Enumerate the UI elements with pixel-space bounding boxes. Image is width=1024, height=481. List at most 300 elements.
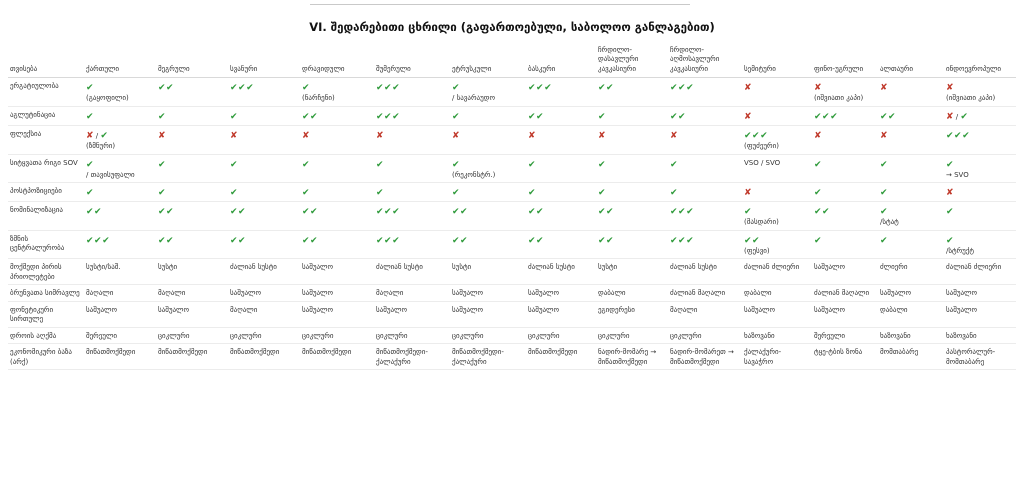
table-cell xyxy=(84,344,156,370)
check-icon: ✔ xyxy=(670,207,679,218)
cell-text: საშუალო xyxy=(946,305,978,314)
table-cell xyxy=(944,285,1016,301)
cell-mark xyxy=(880,159,942,171)
check-icon: ✔ xyxy=(880,235,889,246)
check-icon: ✔ xyxy=(744,235,753,246)
check-icon: ✔ xyxy=(452,235,461,246)
column-header: ჩრდილო-დასავლური კავკასიური xyxy=(596,44,668,78)
table-cell xyxy=(878,230,944,259)
check-icon: ✔ xyxy=(452,111,461,122)
cell-mark xyxy=(302,82,372,94)
cell-mark xyxy=(744,206,810,218)
cell-text: /სტატ xyxy=(880,218,899,227)
table-cell xyxy=(374,230,450,259)
table-cell xyxy=(156,285,228,301)
check-icon: ✔ xyxy=(302,207,311,218)
cell-mark xyxy=(452,187,524,199)
cell-text: (ზმნური) xyxy=(86,142,116,151)
table-cell xyxy=(878,259,944,285)
cell-mark xyxy=(744,235,810,247)
cell-mark xyxy=(670,82,740,94)
cell-mark xyxy=(670,111,740,123)
check-icon: ✔ xyxy=(536,235,545,246)
check-icon: ✔ xyxy=(598,159,607,170)
cell-mark xyxy=(158,111,226,123)
check-icon: ✔ xyxy=(166,235,175,246)
cell-text: საშუალო xyxy=(880,289,912,298)
column-header: ჩრდილო-აღმოსავლური კავკასიური xyxy=(668,44,742,78)
check-icon: ✔ xyxy=(670,83,679,94)
cell-text: საშუალო xyxy=(946,289,978,298)
cell-text: ძალიან ძლიერი xyxy=(744,263,800,272)
cross-icon: ✘ xyxy=(158,131,166,142)
check-icon: ✔ xyxy=(302,188,311,199)
check-icon: ✔ xyxy=(670,235,679,246)
cell-mark xyxy=(230,159,298,171)
table-cell xyxy=(450,259,526,285)
cell-mark xyxy=(302,235,372,247)
table-cell xyxy=(944,344,1016,370)
check-icon: ✔ xyxy=(822,111,831,122)
column-header: ალთაური xyxy=(878,44,944,78)
cell-mark xyxy=(880,130,942,142)
table-cell xyxy=(156,78,228,107)
cell-text: დაბალი xyxy=(880,305,908,314)
cross-icon: ✘ xyxy=(814,83,822,94)
table-cell xyxy=(374,327,450,343)
check-icon: ✔ xyxy=(230,83,239,94)
check-icon: ✔ xyxy=(230,188,239,199)
cell-mark xyxy=(302,187,372,199)
table-cell xyxy=(596,202,668,231)
cell-text: ტყე-ტბის ზონა xyxy=(814,348,863,357)
check-icon: ✔ xyxy=(86,111,95,122)
cross-icon: ✘ xyxy=(452,131,460,142)
cell-mark xyxy=(86,206,154,218)
table-cell xyxy=(228,154,300,183)
table-cell xyxy=(596,327,668,343)
table-cell xyxy=(300,327,374,343)
cell-text: მაღალი xyxy=(376,289,404,298)
table-cell xyxy=(156,126,228,155)
check-icon: ✔ xyxy=(392,207,401,218)
column-header: თვისება xyxy=(8,44,84,78)
cell-mark xyxy=(880,235,942,247)
check-icon: ✔ xyxy=(814,207,823,218)
cell-mark xyxy=(744,111,810,123)
cell-text: (ფესვი) xyxy=(744,247,770,256)
table-cell xyxy=(526,301,596,327)
check-icon: ✔ xyxy=(310,111,319,122)
table-row xyxy=(8,183,1016,202)
cell-text: (მასდარი) xyxy=(744,218,779,227)
table-cell xyxy=(450,202,526,231)
check-icon: ✔ xyxy=(536,207,545,218)
cell-text: დაბალი xyxy=(598,289,626,298)
check-icon: ✔ xyxy=(230,111,239,122)
table-cell xyxy=(228,126,300,155)
cell-text: მიწათმოქმედი xyxy=(86,348,136,357)
cell-text: → SVO xyxy=(946,170,969,179)
check-icon: ✔ xyxy=(544,83,553,94)
table-body xyxy=(8,78,1016,370)
table-cell xyxy=(156,259,228,285)
check-icon: ✔ xyxy=(686,83,695,94)
cell-mark xyxy=(158,206,226,218)
table-cell xyxy=(84,259,156,285)
table-cell xyxy=(300,230,374,259)
table-cell xyxy=(668,327,742,343)
check-icon: ✔ xyxy=(384,83,393,94)
cell-mark xyxy=(452,111,524,123)
table-cell xyxy=(228,230,300,259)
table-cell xyxy=(944,183,1016,202)
cross-icon: ✘ xyxy=(376,131,384,142)
table-cell xyxy=(944,126,1016,155)
table-cell xyxy=(742,202,812,231)
table-cell xyxy=(878,126,944,155)
check-icon: ✔ xyxy=(158,159,167,170)
check-icon: ✔ xyxy=(822,207,831,218)
table-cell xyxy=(944,301,1016,327)
cell-text: ძალიან ძლიერი xyxy=(946,263,1002,272)
cell-text: საშუალო xyxy=(452,289,484,298)
table-row xyxy=(8,327,1016,343)
table-cell xyxy=(228,106,300,125)
check-icon: ✔ xyxy=(880,111,889,122)
table-row xyxy=(8,154,1016,183)
check-icon: ✔ xyxy=(166,83,175,94)
table-cell xyxy=(526,285,596,301)
check-icon: ✔ xyxy=(376,235,385,246)
cell-mark xyxy=(598,159,666,171)
cross-icon: ✘ xyxy=(814,131,822,142)
cell-mark xyxy=(880,111,942,123)
cell-text: / თავისუფალი xyxy=(86,170,135,179)
table-cell xyxy=(812,344,878,370)
row-label: პოსტპოზიციები xyxy=(8,183,84,202)
cell-mark xyxy=(946,111,1014,123)
table-row xyxy=(8,230,1016,259)
check-icon: ✔ xyxy=(830,111,839,122)
cell-text: საშუალო xyxy=(230,289,262,298)
column-header: ბასკური xyxy=(526,44,596,78)
check-icon: ✔ xyxy=(606,235,615,246)
cell-text: პასტორალურ-მომთაბარე xyxy=(946,348,996,366)
table-cell xyxy=(668,259,742,285)
cell-text: ძალიან სუსტი xyxy=(670,263,717,272)
cell-text: საშუალო xyxy=(452,305,484,314)
table-cell xyxy=(228,344,300,370)
check-icon: ✔ xyxy=(102,235,111,246)
cell-text: სუსტი xyxy=(598,263,618,272)
cell-mark xyxy=(86,130,154,142)
check-icon: ✔ xyxy=(814,159,823,170)
table-cell xyxy=(526,202,596,231)
check-icon: ✔ xyxy=(376,207,385,218)
table-cell xyxy=(812,327,878,343)
check-icon: ✔ xyxy=(302,111,311,122)
check-icon: ✔ xyxy=(460,235,469,246)
check-icon: ✔ xyxy=(310,207,319,218)
check-icon: ✔ xyxy=(744,131,753,142)
table-cell xyxy=(450,344,526,370)
header-row xyxy=(8,44,1016,78)
cell-text: სუსტი/საშ. xyxy=(86,263,121,272)
table-cell xyxy=(742,344,812,370)
check-icon: ✔ xyxy=(528,207,537,218)
row-label: ზმნის ცენტრალურობა xyxy=(8,230,84,259)
cross-icon: ✘ xyxy=(946,83,954,94)
cell-mark xyxy=(946,235,1014,247)
table-cell xyxy=(742,327,812,343)
table-cell xyxy=(596,301,668,327)
cell-text: ციკლური xyxy=(598,331,630,340)
table-cell xyxy=(668,301,742,327)
table-cell xyxy=(668,78,742,107)
cell-mark xyxy=(670,206,740,218)
check-icon: ✔ xyxy=(960,111,969,122)
table-cell xyxy=(84,285,156,301)
check-icon: ✔ xyxy=(376,188,385,199)
table-cell xyxy=(450,301,526,327)
cell-text: დაბალი xyxy=(744,289,772,298)
cell-text: ქალაქური-სავაჭრო xyxy=(744,348,782,366)
cell-text: მიწათმოქმედი xyxy=(230,348,280,357)
check-icon: ✔ xyxy=(238,207,247,218)
cell-text: ნადირ-მომარე → მიწათმოქმედი xyxy=(598,348,657,366)
cross-icon: ✘ xyxy=(744,83,752,94)
check-icon: ✔ xyxy=(888,111,897,122)
check-icon: ✔ xyxy=(166,207,175,218)
check-icon: ✔ xyxy=(880,207,889,218)
table-cell xyxy=(526,230,596,259)
cell-mark xyxy=(598,235,666,247)
cell-mark xyxy=(302,206,372,218)
cell-mark xyxy=(670,235,740,247)
table-cell xyxy=(812,259,878,285)
cross-icon: ✘ xyxy=(946,188,954,199)
cell-mark xyxy=(376,82,448,94)
column-header: შუმერული xyxy=(374,44,450,78)
comparison-table xyxy=(8,44,1016,370)
cell-mark xyxy=(744,187,810,199)
table-cell xyxy=(596,78,668,107)
check-icon: ✔ xyxy=(384,235,393,246)
table-cell xyxy=(742,154,812,183)
check-icon: ✔ xyxy=(678,207,687,218)
check-icon: ✔ xyxy=(230,235,239,246)
table-cell xyxy=(596,259,668,285)
table-row xyxy=(8,301,1016,327)
table-cell xyxy=(812,230,878,259)
table-cell xyxy=(526,344,596,370)
table-cell xyxy=(596,183,668,202)
check-icon: ✔ xyxy=(946,235,955,246)
table-cell xyxy=(742,126,812,155)
cell-mark xyxy=(814,206,876,218)
check-icon: ✔ xyxy=(670,111,679,122)
check-icon: ✔ xyxy=(606,207,615,218)
cell-text: საშუალო xyxy=(302,263,334,272)
cross-icon: ✘ xyxy=(946,111,954,122)
table-cell xyxy=(742,183,812,202)
table-cell xyxy=(228,327,300,343)
column-header: მეგრული xyxy=(156,44,228,78)
cell-mark xyxy=(86,159,154,171)
cell-text: საშუალო xyxy=(744,305,776,314)
table-cell xyxy=(526,78,596,107)
row-label: ფონეტიკური სირთულე xyxy=(8,301,84,327)
check-icon: ✔ xyxy=(528,111,537,122)
cell-text: მაღალი xyxy=(670,305,698,314)
table-cell xyxy=(300,202,374,231)
table-cell xyxy=(156,183,228,202)
cell-mark xyxy=(376,111,448,123)
column-header: ინდოევროპული xyxy=(944,44,1016,78)
cell-mark xyxy=(376,159,448,171)
check-icon: ✔ xyxy=(880,188,889,199)
cell-text: მიწათმოქმედი xyxy=(302,348,352,357)
cell-mark xyxy=(946,206,1014,218)
cell-mark xyxy=(86,235,154,247)
table-cell xyxy=(300,183,374,202)
cell-mark xyxy=(528,206,594,218)
table-cell xyxy=(450,106,526,125)
cell-mark xyxy=(880,206,942,218)
table-row xyxy=(8,78,1016,107)
cell-mark xyxy=(528,130,594,142)
cell-mark xyxy=(158,82,226,94)
cell-mark xyxy=(528,159,594,171)
cell-mark xyxy=(86,187,154,199)
cell-mark xyxy=(598,206,666,218)
row-label: სიტყვათა რიგი SOV xyxy=(8,154,84,183)
table-cell xyxy=(944,202,1016,231)
cell-text: (იშვიათი კაპი) xyxy=(946,94,996,103)
table-cell xyxy=(156,154,228,183)
cell-mark xyxy=(598,82,666,94)
cell-text: / სავარაუდო xyxy=(452,94,495,103)
cell-text: VSO / SVO xyxy=(744,158,781,167)
cell-text: საშუალო xyxy=(814,263,846,272)
table-cell xyxy=(668,344,742,370)
cell-text: ციკლური xyxy=(528,331,560,340)
table-cell xyxy=(450,154,526,183)
row-label: მოქმედი პირის პრიოლეტები xyxy=(8,259,84,285)
cell-mark xyxy=(744,130,810,142)
check-icon: ✔ xyxy=(158,188,167,199)
row-label: ფლექსია xyxy=(8,126,84,155)
cross-icon: ✘ xyxy=(744,188,752,199)
table-cell xyxy=(944,78,1016,107)
cross-icon: ✘ xyxy=(670,131,678,142)
cell-text: ციკლური xyxy=(158,331,190,340)
check-icon: ✔ xyxy=(752,235,761,246)
cell-mark xyxy=(158,235,226,247)
table-cell xyxy=(878,202,944,231)
cell-text: მაღალი xyxy=(86,289,114,298)
table-row xyxy=(8,126,1016,155)
check-icon: ✔ xyxy=(392,111,401,122)
table-cell xyxy=(812,126,878,155)
cell-mark xyxy=(452,82,524,94)
table-cell xyxy=(596,230,668,259)
cell-mark xyxy=(158,159,226,171)
cell-text: საშუალო xyxy=(528,305,560,314)
cell-text: მაღალი xyxy=(158,289,186,298)
cell-mark xyxy=(598,187,666,199)
cell-mark xyxy=(86,82,154,94)
table-cell xyxy=(878,285,944,301)
table-cell xyxy=(878,106,944,125)
cell-mark xyxy=(528,82,594,94)
cell-text: საშუალო xyxy=(814,305,846,314)
check-icon: ✔ xyxy=(598,111,607,122)
cell-mark xyxy=(598,130,666,142)
table-cell xyxy=(228,183,300,202)
table-cell xyxy=(450,126,526,155)
cross-icon: ✘ xyxy=(880,83,888,94)
cross-icon: ✘ xyxy=(86,131,94,142)
cell-text: ძალიან სუსტი xyxy=(376,263,423,272)
table-cell xyxy=(596,106,668,125)
cross-icon: ✘ xyxy=(598,131,606,142)
check-icon: ✔ xyxy=(86,159,95,170)
cell-mark xyxy=(528,235,594,247)
table-cell xyxy=(228,301,300,327)
table-cell xyxy=(374,285,450,301)
check-icon: ✔ xyxy=(814,235,823,246)
table-cell xyxy=(84,301,156,327)
table-cell xyxy=(742,301,812,327)
table-cell xyxy=(812,285,878,301)
cell-mark xyxy=(814,187,876,199)
row-label: ბრუნვათა სიმრავლე xyxy=(8,285,84,301)
cell-text: საშუალო xyxy=(376,305,408,314)
table-cell xyxy=(668,285,742,301)
row-label: ნომინალიზაცია xyxy=(8,202,84,231)
cell-mark xyxy=(230,82,298,94)
table-cell xyxy=(812,202,878,231)
cell-text: ციკლური xyxy=(452,331,484,340)
cell-mark xyxy=(230,187,298,199)
check-icon: ✔ xyxy=(678,235,687,246)
check-icon: ✔ xyxy=(376,159,385,170)
table-cell xyxy=(450,285,526,301)
cell-text: სუსტი xyxy=(452,263,472,272)
check-icon: ✔ xyxy=(686,207,695,218)
table-cell xyxy=(374,344,450,370)
check-icon: ✔ xyxy=(606,83,615,94)
check-icon: ✔ xyxy=(238,83,247,94)
cell-text: სუსტი xyxy=(158,263,178,272)
cell-mark xyxy=(452,235,524,247)
cell-mark xyxy=(158,130,226,142)
check-icon: ✔ xyxy=(528,83,537,94)
check-icon: ✔ xyxy=(598,207,607,218)
check-icon: ✔ xyxy=(528,188,537,199)
table-cell xyxy=(944,106,1016,125)
cell-mark xyxy=(670,187,740,199)
check-icon: ✔ xyxy=(946,131,955,142)
cell-text: მიწათმოქმედი-ქალაქური xyxy=(452,348,504,366)
cell-text: (იშვიათი კაპი) xyxy=(814,94,864,103)
cross-icon: ✘ xyxy=(302,131,310,142)
table-cell xyxy=(450,183,526,202)
cell-text: საშუალო xyxy=(158,305,190,314)
table-cell xyxy=(526,154,596,183)
